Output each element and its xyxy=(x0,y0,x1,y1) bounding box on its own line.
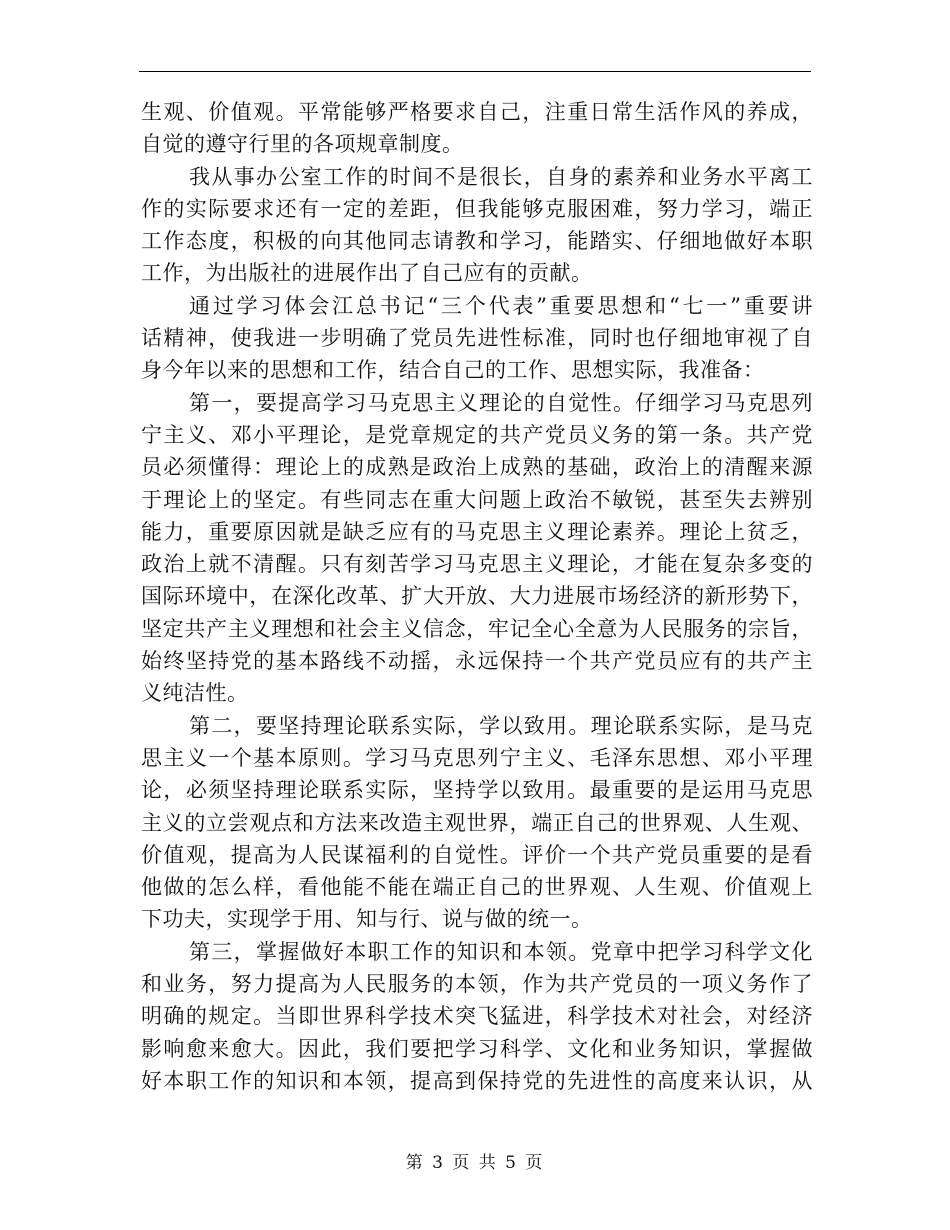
text-line: 第三，掌握做好本职工作的知识和本领。党章中把学习科学文化 xyxy=(189,939,813,964)
text-line: 话精神，使我进一步明确了党员先进性标准，同时也仔细地审视了自 xyxy=(141,326,813,351)
text-line: 义纯洁性。 xyxy=(141,681,249,706)
text-line: 思主义一个基本原则。学习马克思列宁主义、毛泽东思想、邓小平理 xyxy=(141,745,813,770)
text-line: 明确的规定。当即世界科学技术突飞猛进，科学技术对社会，对经济 xyxy=(141,1004,813,1029)
page-footer: 第 3 页 共 5 页 xyxy=(405,1153,545,1173)
text-line: 主义的立尝观点和方法来改造主观世界，端正自己的世界观、人生观、 xyxy=(141,810,813,835)
text-line: 工作，为出版社的进展作出了自己应有的贡献。 xyxy=(141,261,593,286)
text-line: 好本职工作的知识和本领，提高到保持党的先进性的高度来认识，从 xyxy=(141,1068,813,1093)
header-rule xyxy=(139,71,811,72)
text-line: 自觉的遵守行里的各项规章制度。 xyxy=(141,132,464,157)
text-line: 国际环境中，在深化改革、扩大开放、大力进展市场经济的新形势下， xyxy=(141,584,813,609)
text-line: 生观、价值观。平常能够严格要求自己，注重日常生活作风的养成， xyxy=(141,100,813,124)
text-line: 和业务，努力提高为人民服务的本领，作为共产党员的一项义务作了 xyxy=(141,972,813,997)
text-line: 始终坚持党的基本路线不动摇，永远保持一个共产党员应有的共产主 xyxy=(141,649,813,674)
text-line: 坚定共产主义理想和社会主义信念，牢记全心全意为人民服务的宗旨， xyxy=(141,616,813,641)
text-line: 作的实际要求还有一定的差距，但我能够克服困难，努力学习，端正 xyxy=(141,196,813,221)
text-line: 第二，要坚持理论联系实际，学以致用。理论联系实际，是马克 xyxy=(189,713,813,738)
text-line: 论，必须坚持理论联系实际，坚持学以致用。最重要的是运用马克思 xyxy=(141,778,813,803)
text-line: 员必须懂得：理论上的成熟是政治上成熟的基础，政治上的清醒来源 xyxy=(141,455,813,480)
text-line: 能力，重要原因就是缺乏应有的马克思主义理论素养。理论上贫乏， xyxy=(141,519,813,544)
text-line: 影响愈来愈大。因此，我们要把学习科学、文化和业务知识，掌握做 xyxy=(141,1036,813,1061)
text-line: 下功夫，实现学于用、知与行、说与做的统一。 xyxy=(141,907,593,932)
text-line: 工作态度，积极的向其他同志请教和学习，能踏实、仔细地做好本职 xyxy=(141,229,813,254)
text-line: 价值观，提高为人民谋福利的自觉性。评价一个共产党员重要的是看 xyxy=(141,842,813,867)
text-line: 于理论上的坚定。有些同志在重大问题上政治不敏锐，甚至失去辨别 xyxy=(141,487,813,512)
text-line: 政治上就不清醒。只有刻苦学习马克思主义理论，才能在复杂多变的 xyxy=(141,552,813,577)
text-line: 身今年以来的思想和工作，结合自己的工作、思想实际，我准备： xyxy=(141,358,765,383)
text-line: 通过学习体会江总书记“三个代表”重要思想和“七一”重要讲 xyxy=(189,293,813,318)
text-line: 我从事办公室工作的时间不是很长，自身的素养和业务水平离工 xyxy=(189,164,813,189)
text-line: 宁主义、邓小平理论，是党章规定的共产党员义务的第一条。共产党 xyxy=(141,422,813,447)
text-line: 第一，要提高学习马克思主义理论的自觉性。仔细学习马克思列 xyxy=(189,390,813,415)
text-line: 他做的怎么样，看他能不能在端正自己的世界观、人生观、价值观上 xyxy=(141,875,813,900)
document-body xyxy=(141,96,813,1097)
